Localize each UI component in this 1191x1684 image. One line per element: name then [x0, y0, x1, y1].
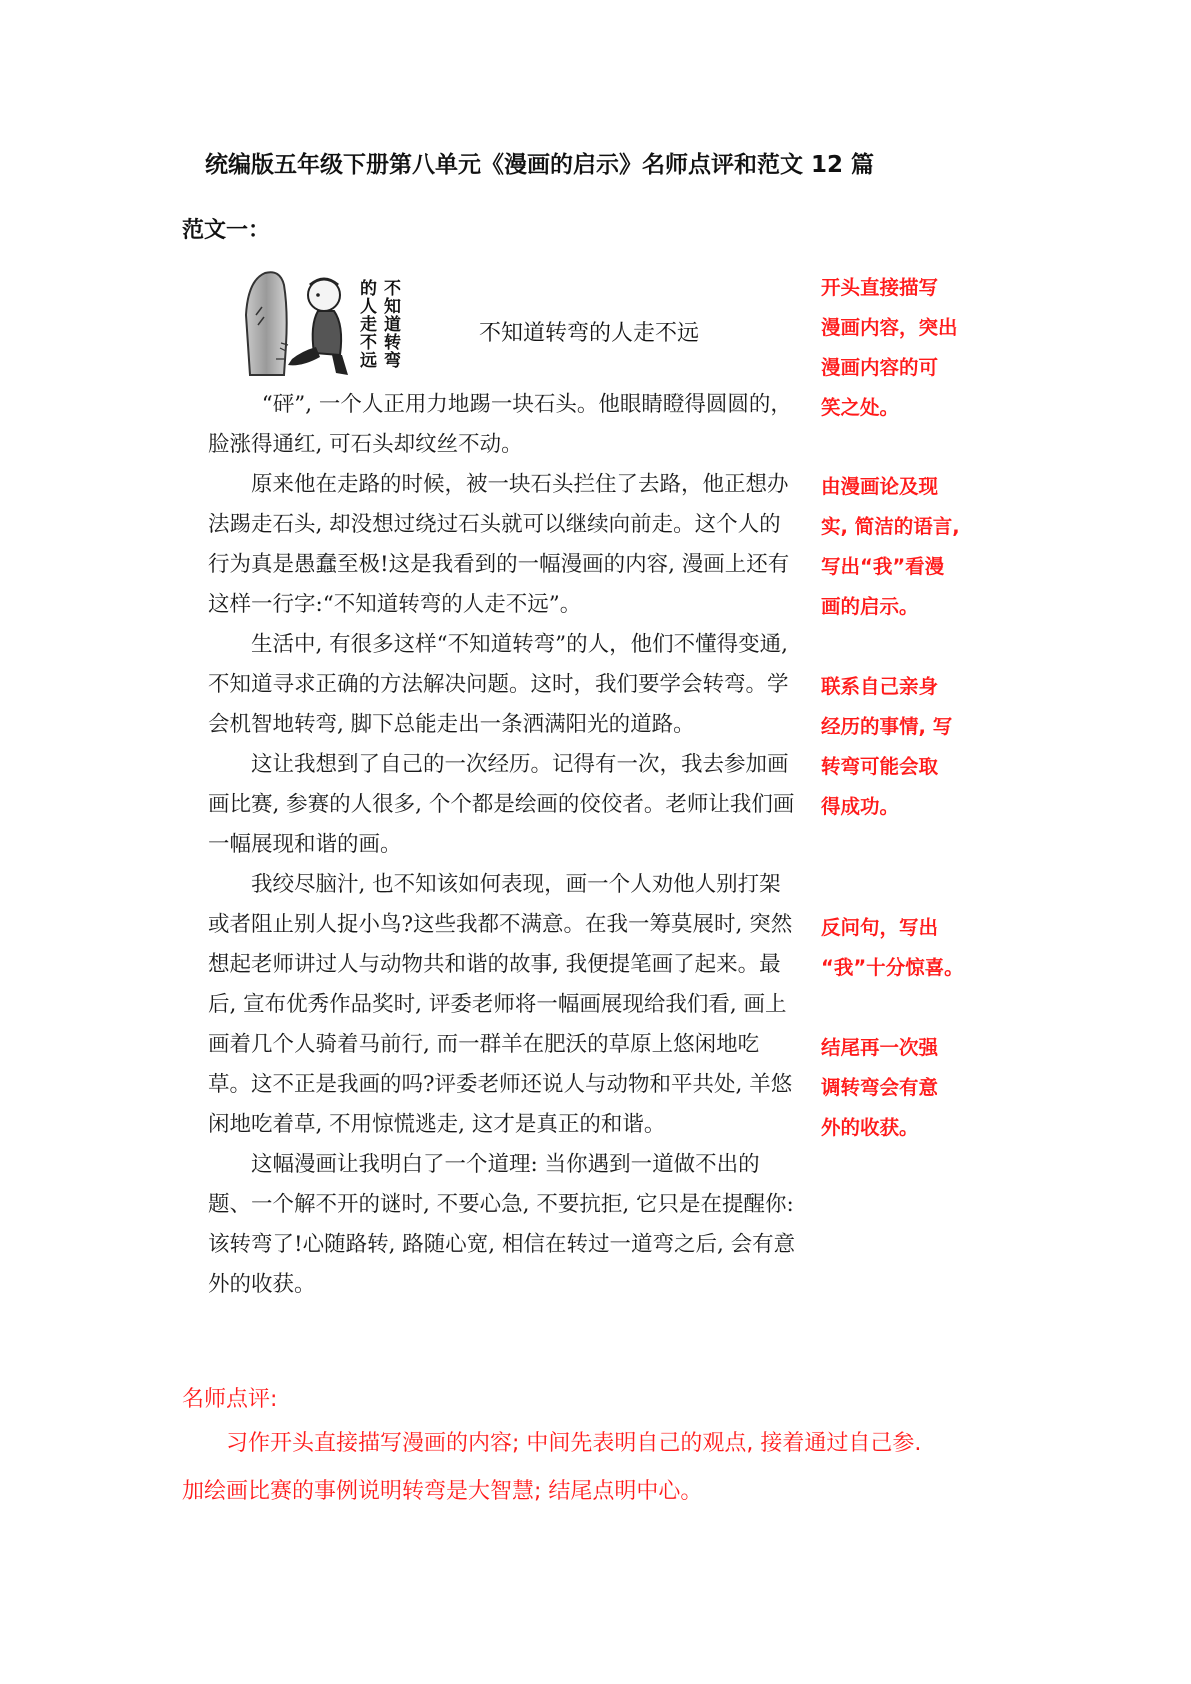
essay-paragraph: 这让我想到了自己的一次经历。记得有一次，我去参加画画比赛, 参赛的人很多, 个个都是绘画的佼佼者。老师让我们画一幅展现和谐的画。	[208, 752, 795, 857]
review-heading: 名师点评:	[182, 1387, 278, 1412]
cartoon-caption-col1: 不知道转弯	[380, 279, 400, 369]
review-line: 习作开头直接描写漫画的内容; 中间先表明自己的观点, 接着通过自己参.	[226, 1431, 922, 1456]
margin-annotation	[821, 1028, 991, 1148]
annotation-line: 画的启示。	[821, 595, 919, 618]
margin-annotation	[821, 908, 991, 988]
essay-paragraph: 生活中, 有很多这样“不知道转弯”的人，他们不懂得变通, 不知道寻求正确的方法解决问题。这时，我们要学会转弯。学会机智地转弯, 脚下总能走出一条洒满阳光的道路。	[208, 632, 789, 737]
annotation-line: 写出“我”看漫	[821, 555, 945, 578]
section-label: 范文一：	[182, 218, 271, 243]
essay-paragraph: 原来他在走路的时候，被一块石头拦住了去路，他正想办法踢走石头, 却没想过绕过石头就可以继续向前走。这个人的行为真是愚蠢至极!这是我看到的一幅漫画的内容, 漫画上还有这样一行字:“不知道转弯的人走不远”。	[208, 472, 790, 617]
annotation-line: 开头直接描写	[821, 276, 939, 299]
review-body	[182, 1420, 1012, 1516]
document-title: 统编版五年级下册第八单元《漫画的启示》名师点评和范文 12 篇	[205, 152, 875, 178]
essay-paragraph: 这幅漫画让我明白了一个道理: 当你遇到一道做不出的题、一个解不开的谜时, 不要心急, 不要抗拒, 它只是在提醒你: 该转弯了!心随路转, 路随心宽, 相信在转过一道弯之后, 会有意外的收获。	[208, 1152, 796, 1297]
review-line: 加绘画比赛的事例说明转弯是大智慧; 结尾点明中心。	[182, 1479, 703, 1504]
annotation-line: 得成功。	[821, 795, 900, 818]
annotation-line: 调转弯会有意	[821, 1076, 939, 1099]
annotation-line: 笑之处。	[821, 396, 900, 419]
annotation-line: 漫画内容，突出	[821, 316, 958, 339]
annotation-line: 实, 简洁的语言,	[821, 515, 960, 538]
margin-annotation	[821, 268, 991, 428]
essay-paragraph: 我绞尽脑汁, 也不知该如何表现，画一个人劝他人别打架或者阻止别人捉小鸟?这些我都不满意。在我一筹莫展时, 突然想起老师讲过人与动物共和谐的故事, 我便提笔画了起来。最后, 宣布优秀作品奖时, 评委老师将一幅画展现给我们看, 画上画着几个人骑着马前行, 而一群羊在肥沃的草原上悠闲地吃草。这不正是我画的吗?评委老师还说人与动物和平共处, 羊悠闲地吃着草, 不用惊慌逃走, 这才是真正的和谐。	[208, 872, 793, 1137]
cartoon-caption-col2: 的人走不远	[356, 279, 376, 369]
annotation-line: 联系自己亲身	[821, 675, 939, 698]
essay-title: 不知道转弯的人走不远	[479, 321, 700, 346]
cartoon-illustration	[240, 255, 445, 383]
essay-paragraph: “砰”, 一个人正用力地踢一块石头。他眼睛瞪得圆圆的，脸涨得通红, 可石头却纹丝不动。	[208, 392, 792, 457]
margin-annotation	[821, 467, 991, 627]
annotation-line: “我”十分惊喜。	[821, 956, 964, 979]
annotation-line: 转弯可能会取	[821, 755, 939, 778]
annotation-line: 反问句，写出	[821, 916, 939, 939]
annotation-line: 由漫画论及现	[821, 475, 939, 498]
essay-body	[208, 385, 798, 1305]
annotation-line: 结尾再一次强	[821, 1036, 939, 1059]
annotation-line: 漫画内容的可	[821, 356, 939, 379]
margin-annotation	[821, 667, 991, 827]
annotation-line: 经历的事情, 写	[821, 715, 953, 738]
annotation-line: 外的收获。	[821, 1116, 919, 1139]
cartoon-kicking-stone-icon	[240, 255, 445, 383]
